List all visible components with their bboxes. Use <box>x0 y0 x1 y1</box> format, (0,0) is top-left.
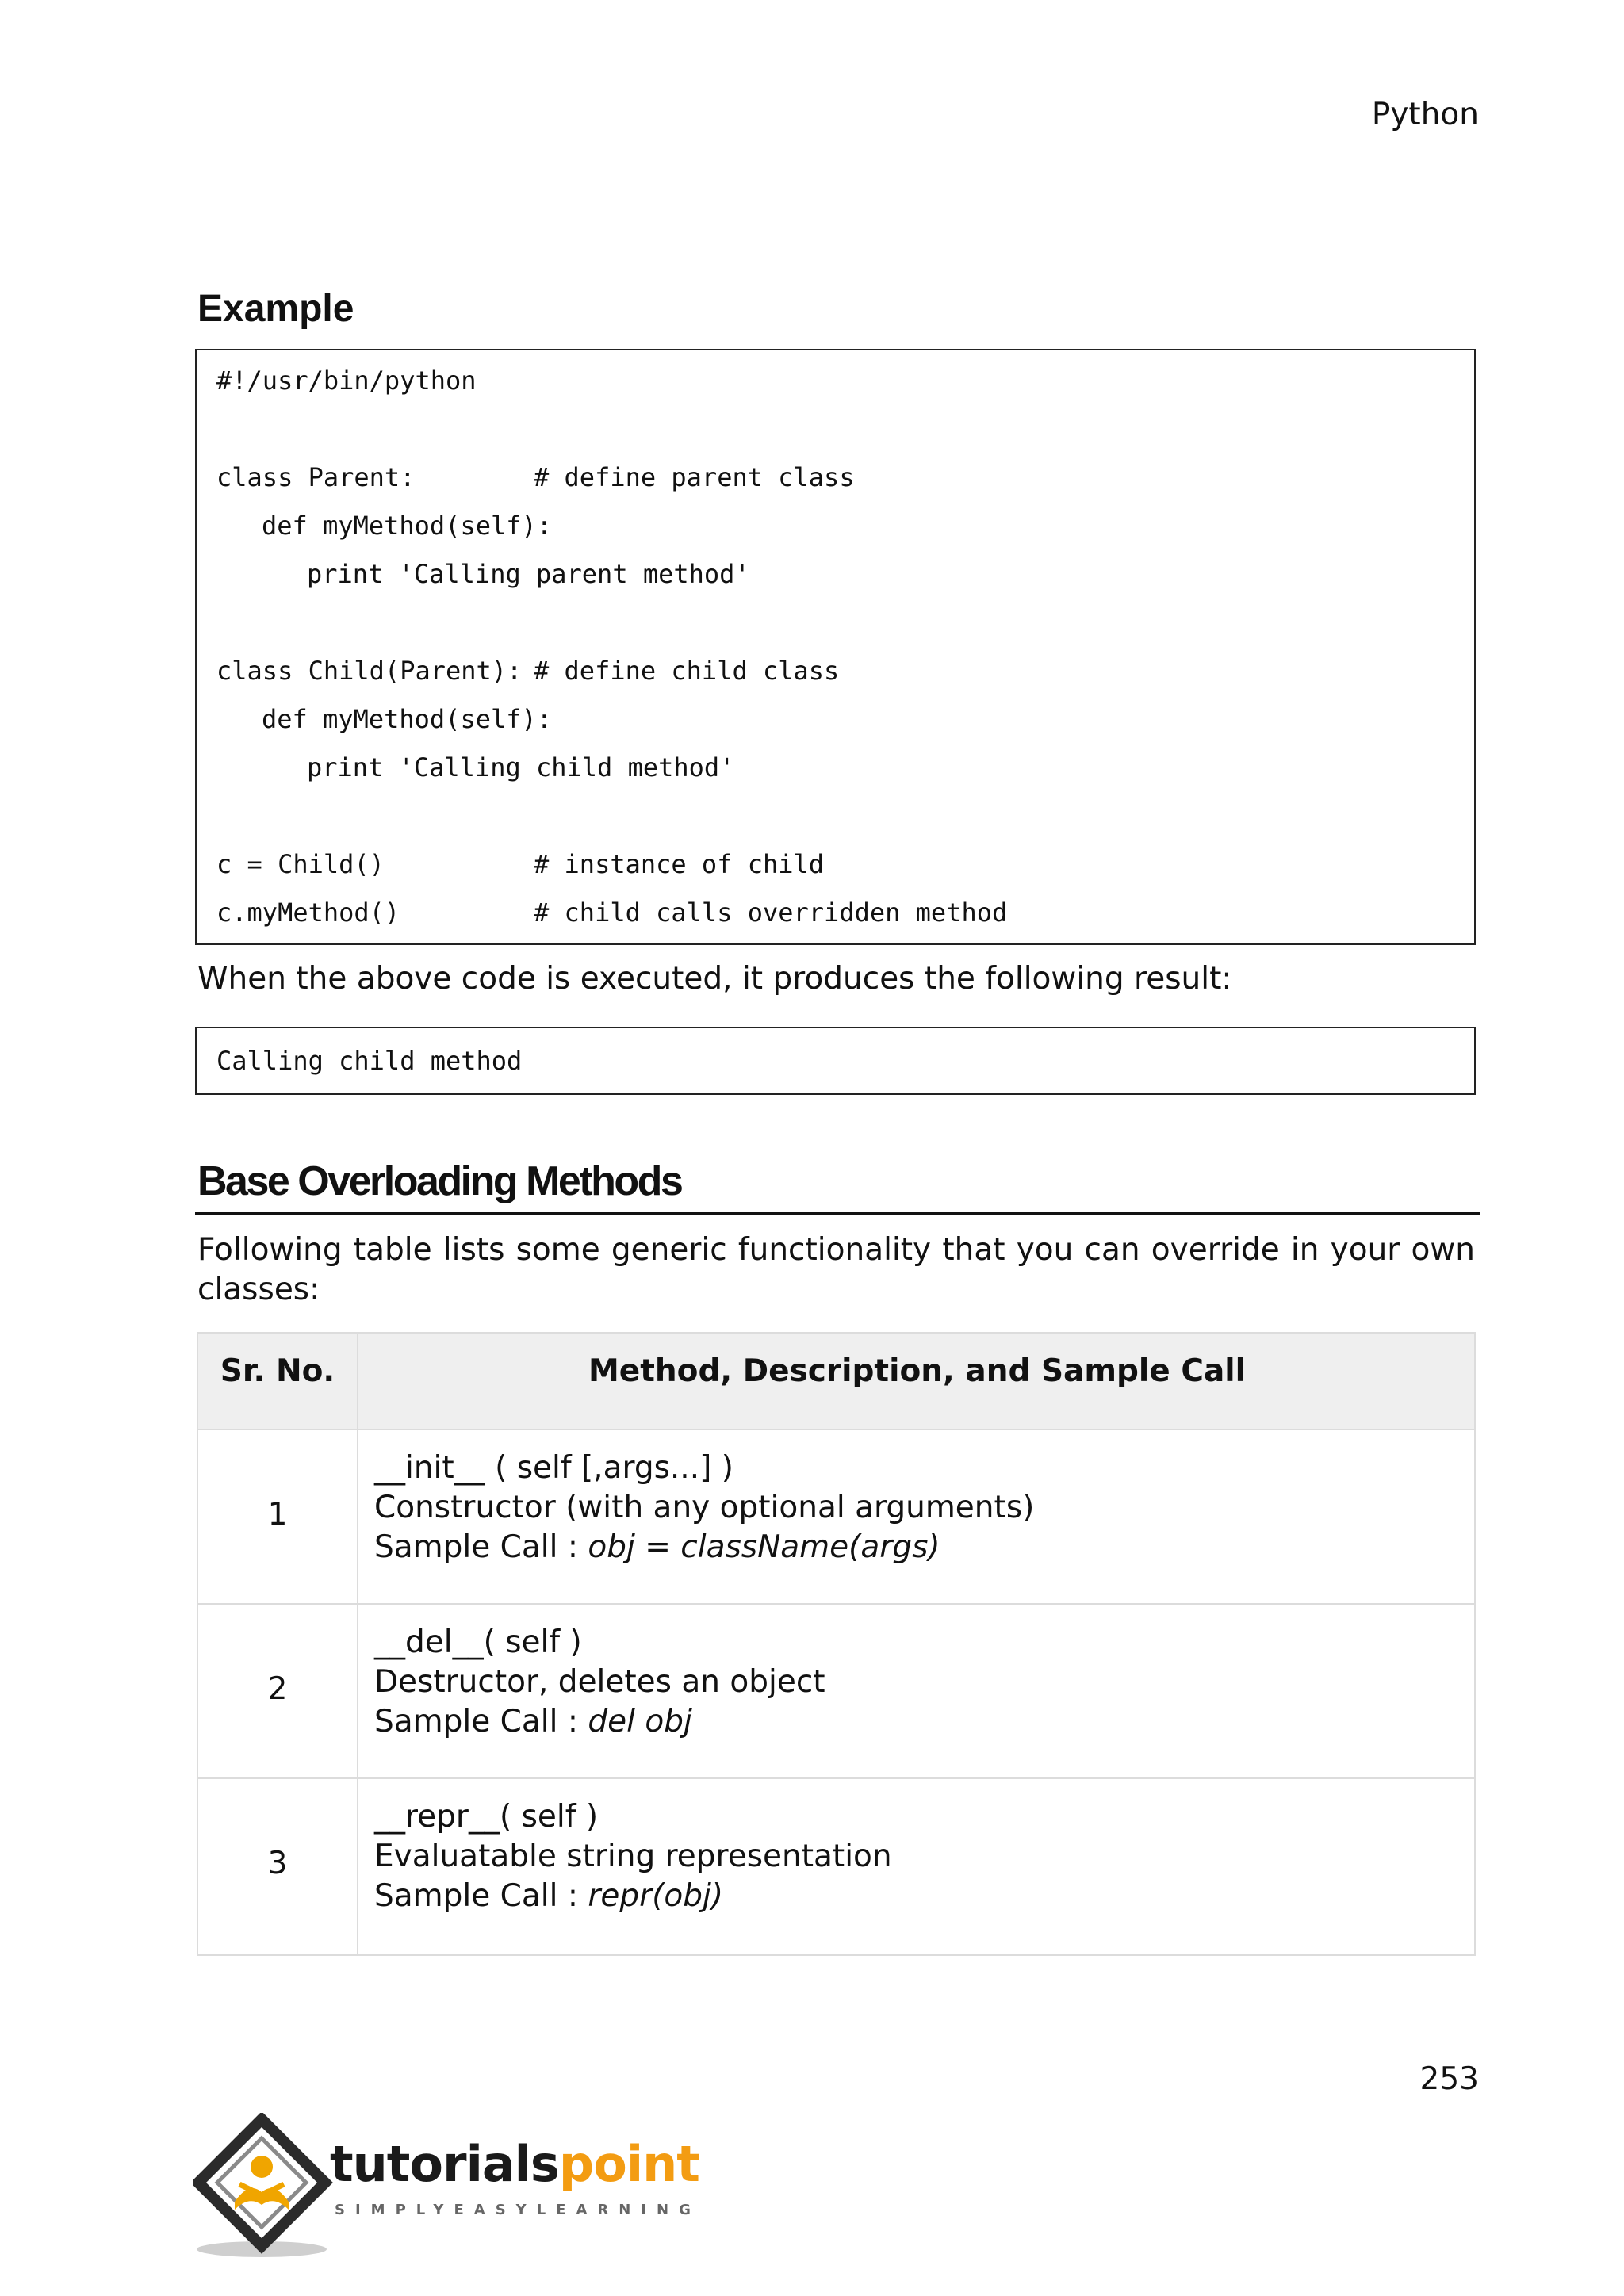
method-signature: __init__ ( self [,args...] ) <box>374 1450 733 1486</box>
logo-tagline: SIMPLYEASYLEARNING <box>335 2202 701 2218</box>
result-intro-text: When the above code is executed, it produces the following result: <box>197 961 1232 997</box>
row-number: 3 <box>267 1846 288 1881</box>
sample-call-code: repr(obj) <box>588 1878 724 1914</box>
code-comment: # define parent class <box>534 462 855 492</box>
running-header: Python <box>1371 97 1479 132</box>
code-comment: # instance of child <box>534 849 825 879</box>
code-line: print 'Calling parent method' <box>307 559 750 589</box>
method-description: Evaluatable string representation <box>374 1839 892 1874</box>
sample-call-code: del obj <box>588 1704 692 1739</box>
method-description: Constructor (with any optional arguments) <box>374 1490 1035 1525</box>
table-row-content <box>374 1448 1461 1567</box>
section-underline <box>195 1212 1480 1215</box>
row-divider <box>198 1603 1474 1605</box>
column-divider <box>357 1334 358 1954</box>
code-line: c.myMethod() <box>216 897 400 928</box>
code-line: class Parent: <box>216 462 416 492</box>
methods-table <box>197 1332 1476 1956</box>
method-description: Destructor, deletes an object <box>374 1664 825 1700</box>
table-row-content <box>374 1797 1461 1916</box>
header-sr-no: Sr. No. <box>220 1353 335 1389</box>
output-block <box>195 1027 1476 1095</box>
table-row-content <box>374 1623 1461 1742</box>
code-line: c = Child() <box>216 849 385 879</box>
section-intro-paragraph: Following table lists some generic functionality that you can override in your own classes: <box>197 1232 1475 1307</box>
row-number: 2 <box>267 1671 288 1707</box>
sample-call-code: obj = className(args) <box>588 1529 940 1565</box>
sample-call <box>374 1702 1461 1742</box>
section-heading: Base Overloading Methods <box>197 1158 682 1204</box>
code-line: class Child(Parent): <box>216 656 523 686</box>
sample-call-label: Sample Call : <box>374 1878 588 1914</box>
row-number: 1 <box>267 1497 288 1533</box>
code-block <box>195 349 1476 945</box>
tutorialspoint-logo <box>193 2113 701 2260</box>
sample-call-label: Sample Call : <box>374 1529 588 1565</box>
logo-wordmark <box>330 2135 699 2193</box>
row-divider <box>198 1429 1474 1430</box>
logo-emblem-icon <box>193 2113 336 2260</box>
sample-call <box>374 1528 1461 1567</box>
header-method: Method, Description, and Sample Call <box>588 1353 1247 1389</box>
example-heading: Example <box>197 288 354 330</box>
method-signature: __repr__( self ) <box>374 1799 599 1835</box>
logo-word-part1: tutorials <box>330 2135 559 2193</box>
code-line: print 'Calling child method' <box>307 752 735 783</box>
sample-call <box>374 1877 1461 1916</box>
code-line: def myMethod(self): <box>262 704 553 734</box>
sample-call-label: Sample Call : <box>374 1704 588 1739</box>
code-line: #!/usr/bin/python <box>216 365 477 396</box>
page-number: 253 <box>1419 2061 1479 2097</box>
row-divider <box>198 1777 1474 1779</box>
code-line: def myMethod(self): <box>262 511 553 541</box>
code-comment: # define child class <box>534 656 840 686</box>
output-line: Calling child method <box>216 1046 523 1076</box>
code-comment: # child calls overridden method <box>534 897 1008 928</box>
logo-word-part2: point <box>558 2135 699 2193</box>
method-signature: __del__( self ) <box>374 1624 582 1660</box>
